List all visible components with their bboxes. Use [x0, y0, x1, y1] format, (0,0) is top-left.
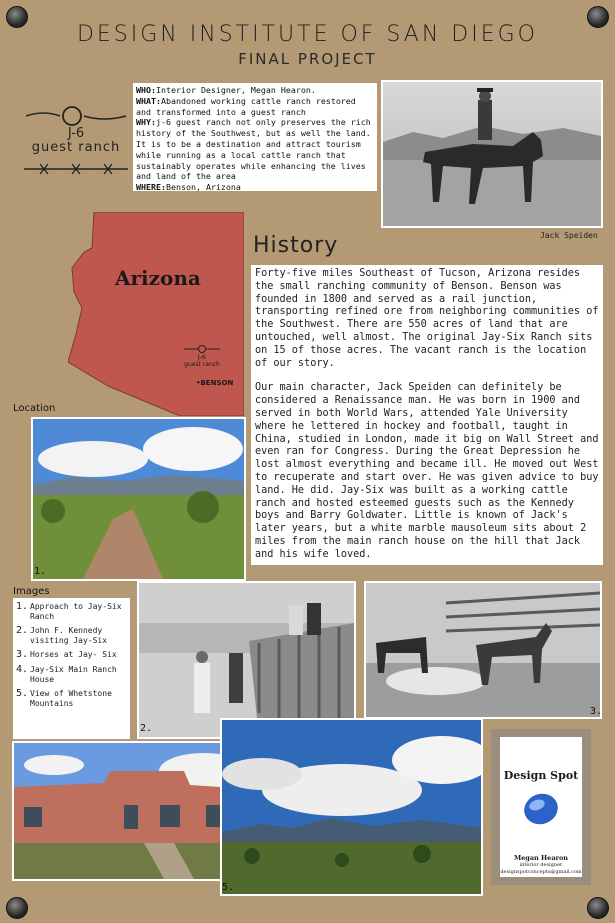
kennedy-visit-photo [137, 581, 356, 739]
list-text: Approach to Jay-Six Ranch [30, 602, 122, 621]
images-label: Images [13, 586, 50, 597]
history-paragraph: Our main character, Jack Speiden can definitely be considered a Renaissance man. He was born in 1900 and served in both World Wars, attended Yale University where he lettered in hockey and football, taught in China, studied in London, made it big on Wall Street and even ran for Congress. During the Great Depression he lost almost everything and became ill. He moved out West to recuperate and start over. He was given advice to buy land. He did. Jay-Six was built as a working cattle ranch and hosted esteemed guests such as the Kennedy boys and Barry Goldwater. Little is known of Jack's later years, but a white marble mausoleum sits about 2 miles from the main ranch house on the hill that Jack and his wife loved. [255, 382, 599, 560]
map-marker-title: J-6 [197, 353, 207, 361]
ranch-approach-photo [31, 417, 246, 581]
designer-name: Megan Hearon [513, 854, 569, 862]
list-number: 3. [16, 649, 29, 661]
where-label: WHERE: [136, 182, 166, 193]
design-spot-card [491, 729, 591, 885]
location-label: Location [13, 403, 56, 414]
map-marker-sub: guest ranch [184, 361, 220, 368]
list-item [16, 626, 127, 645]
what-label: WHAT: [136, 95, 161, 106]
logo-subtitle: guest ranch [31, 140, 121, 155]
poster-subtitle: FINAL PROJECT [238, 50, 377, 68]
jack-speiden-photo [381, 80, 603, 228]
bolt-icon [587, 897, 609, 919]
ranch-house-photo [12, 741, 252, 881]
list-text: View of Whetstone Mountains [30, 689, 112, 708]
blue-gem-icon [521, 789, 561, 829]
design-spot-title: Design Spot [503, 769, 579, 782]
logo-name: J-6 [67, 126, 85, 141]
history-heading: History [253, 233, 339, 258]
photo-number: 5. [222, 882, 235, 893]
rope-icon [24, 104, 128, 128]
list-text: Jay-Six Main Ranch House [30, 664, 117, 684]
map-city-label: •BENSON [196, 379, 234, 387]
why-label: WHY: [136, 117, 156, 128]
who-label: WHO: [136, 85, 156, 95]
map-state-label: Arizona [115, 266, 201, 290]
photo-number: 2. [140, 723, 153, 734]
who-text: Interior Designer, Megan Hearon. [155, 85, 316, 95]
list-item [16, 650, 127, 660]
designer-email: designspotconcepts@gmail.com [500, 869, 582, 875]
designer-role: interior designer [519, 862, 563, 868]
list-item [16, 665, 127, 684]
barbed-wire-icon [22, 162, 130, 176]
photo-number: 3. [590, 706, 603, 717]
list-item [16, 602, 127, 621]
horses-photo [364, 581, 602, 719]
list-item [16, 689, 127, 708]
where-text: Benson, Arizona [165, 182, 241, 193]
image-list [13, 598, 130, 739]
history-text [251, 265, 603, 565]
list-number: 2. [16, 625, 29, 637]
history-paragraph: Forty-five miles Southeast of Tucson, Arizona resides the small ranching community of Benson. Benson was founded in 1800 and served as a rail junction, transporting refined ore from neighboring communities of the Southwest. There are 550 acres of land that are untouched, well almost. The original Jay-Six Ranch sits on 15 of those acres. The vacant ranch is the location of our story. [255, 268, 599, 369]
ranch-logo [20, 92, 132, 184]
poster-title: DESIGN INSTITUTE OF SAN DIEGO [76, 22, 539, 47]
list-text: Horses at Jay- Six [30, 650, 117, 660]
list-number: 5. [16, 688, 29, 700]
what-text: Abandoned working cattle ranch restored and transformed into a guest ranch [136, 95, 356, 117]
list-number: 4. [16, 663, 29, 675]
project-info [133, 83, 377, 191]
list-text: John F. Kennedy visiting Jay-Six [30, 626, 108, 645]
bolt-icon [6, 897, 28, 919]
list-number: 1. [16, 601, 29, 612]
photo-number: 1. [34, 566, 47, 577]
whetstone-mountains-photo [220, 718, 483, 896]
photo-caption: Jack Speiden [540, 231, 598, 240]
why-text: j-6 guest ranch not only preserves the rich history of the Southwest, but as well the land. It is to be a destination and attract tourism while running as a local cattle ranch that sustainably operates while enhancing the lives and land of the area [136, 117, 371, 182]
